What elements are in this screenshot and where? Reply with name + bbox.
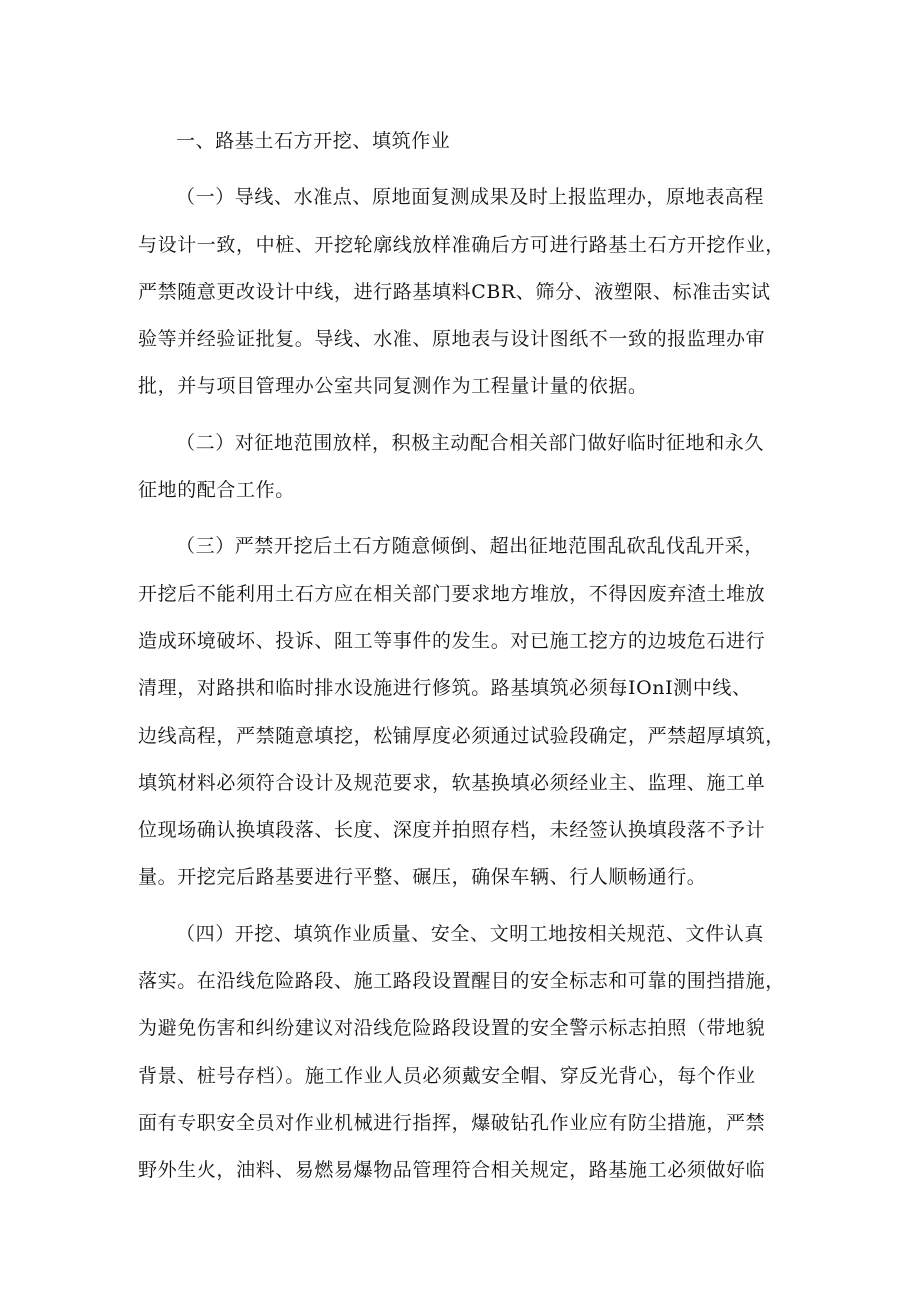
document-body xyxy=(138,118,786,1195)
text-line: 验等并经验证批复。导线、水准、原地表与设计图纸不一致的报监理办审 xyxy=(138,328,766,351)
text-line: 面有专职安全员对作业机械进行指挥，爆破钻孔作业应有防尘措施，严禁 xyxy=(138,1111,766,1134)
text-line: 野外生火，油料、易燃易爆物品管理符合相关规定，路基施工必须做好临 xyxy=(138,1159,766,1182)
text-line: 严禁随意更改设计中线，进行路基填料CBR、筛分、液塑限、标准击实试 xyxy=(138,280,771,303)
paragraph-4 xyxy=(138,911,786,1195)
paragraph-2 xyxy=(138,420,786,515)
text-line: 与设计一致，中桩、开挖轮廓线放样准确后方可进行路基土石方开挖作业， xyxy=(138,233,785,256)
text-line: （一）导线、水准点、原地面复测成果及时上报监理办，原地表高程 xyxy=(176,186,765,209)
text-line: 量。开挖完后路基要进行平整、碾压，确保车辆、行人顺畅通行。 xyxy=(138,866,707,889)
text-line: 落实。在沿线危险路段、施工路段设置醒目的安全标志和可靠的围挡措施， xyxy=(138,970,785,993)
section-heading: 一、路基土石方开挖、填筑作业 xyxy=(176,130,451,152)
text-line: 批，并与项目管理办公室共同复测作为工程量计量的依据。 xyxy=(138,375,648,398)
text-line: 边线高程，严禁随意填挖，松铺厚度必须通过试验段确定，严禁超厚填筑， xyxy=(138,724,785,747)
text-line: 征地的配合工作。 xyxy=(138,479,295,502)
text-line: 填筑材料必须符合设计及规范要求，软基换填必须经业主、监理、施工单 xyxy=(138,771,766,794)
text-line: 造成环境破坏、投诉、阻工等事件的发生。对已施工挖方的边坡危石进行 xyxy=(138,629,766,652)
text-line: （三）严禁开挖后土石方随意倾倒、超出征地范围乱砍乱伐乱开采， xyxy=(176,535,765,558)
text-line: （二）对征地范围放样，积极主动配合相关部门做好临时征地和永久 xyxy=(176,431,765,454)
text-line: （四）开挖、填筑作业质量、安全、文明工地按相关规范、文件认真 xyxy=(176,922,765,945)
text-line: 背景、桩号存档）。施工作业人员必须戴安全帽、穿反光背心，每个作业 xyxy=(138,1064,756,1087)
paragraph-1 xyxy=(138,174,786,410)
text-line: 位现场确认换填段落、长度、深度并拍照存档，未经签认换填段落不予计 xyxy=(138,819,766,842)
paragraph-3 xyxy=(138,523,786,901)
text-line: 为避免伤害和纠纷建议对沿线危险路段设置的安全警示标志拍照（带地貌 xyxy=(138,1017,766,1040)
text-line: 清理，对路拱和临时排水设施进行修筑。路基填筑必须每IOnI测中线、 xyxy=(138,677,752,700)
text-line: 开挖后不能利用土石方应在相关部门要求地方堆放，不得因废弃渣土堆放 xyxy=(138,582,766,605)
